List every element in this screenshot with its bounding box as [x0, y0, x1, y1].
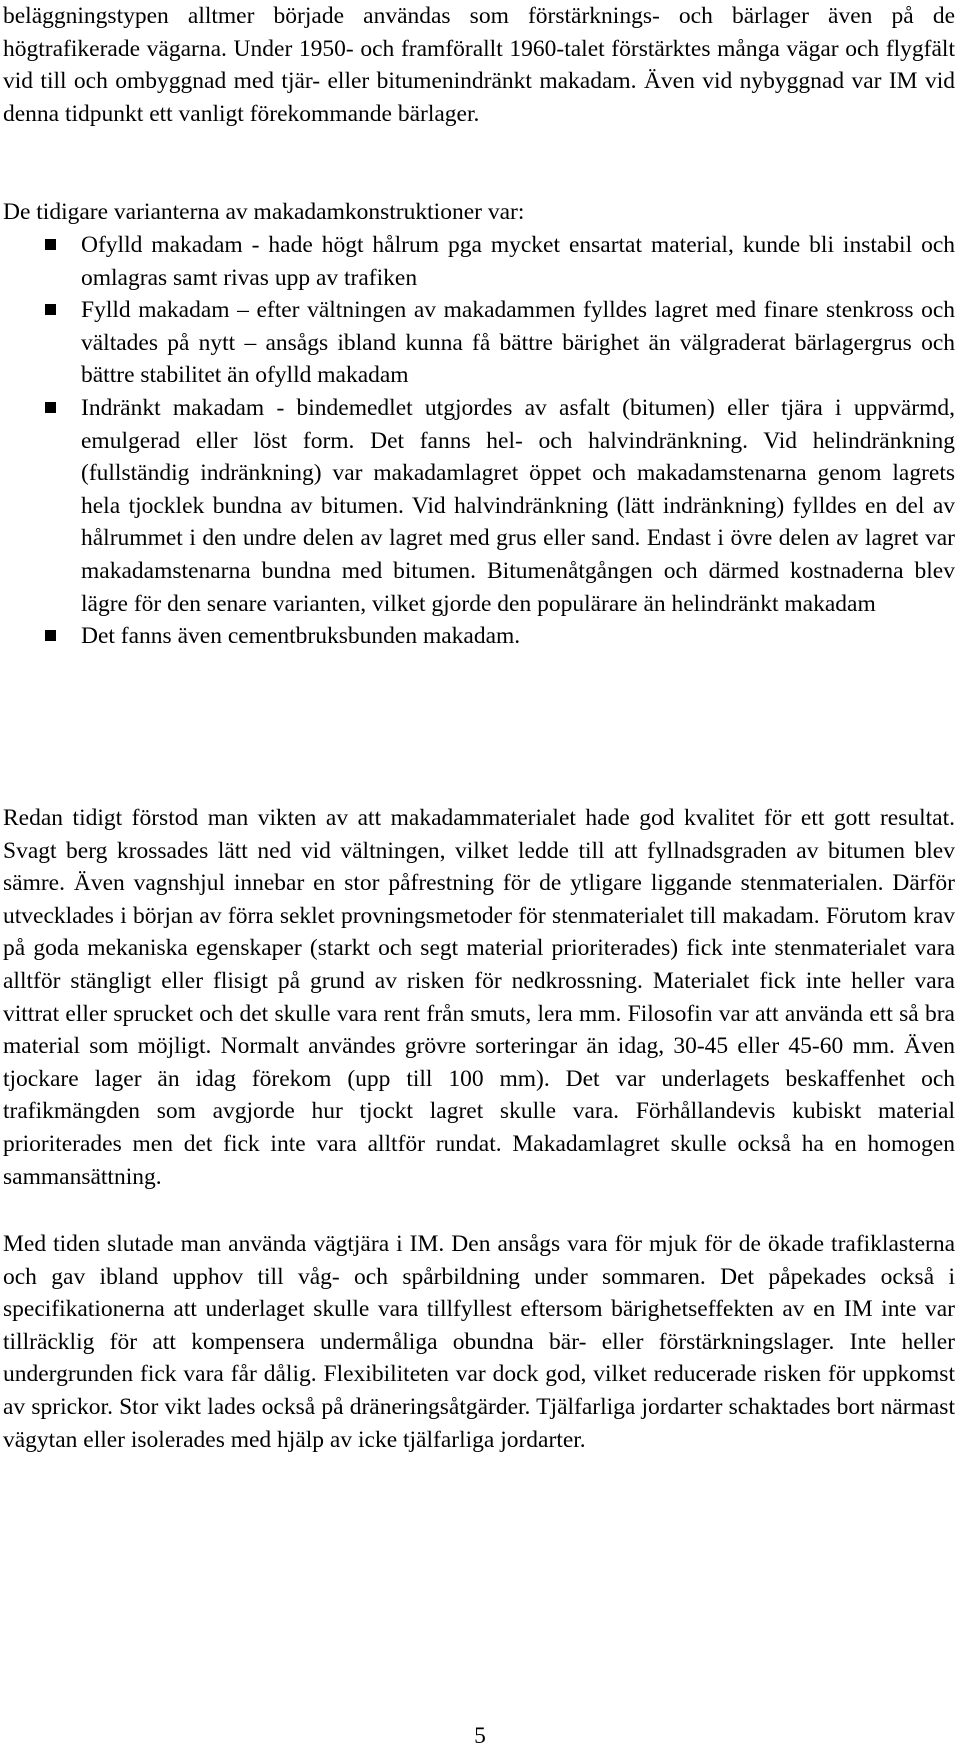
list-item	[3, 294, 955, 392]
list-item-text: Indränkt makadam - bindemedlet utgjordes av asfalt (bitumen) eller tjära i uppvärmd, emulgerad eller löst form. Det fanns hel- och halvindränkning. Vid helindränkning (fullständig indränkning) var makadamlagret öppet och makadamstenarna genom lagrets hela tjocklek bundna av bitumen. Vid halvindränkning (lätt indränkning) fylldes en del av hålrummet i den undre delen av lagret med grus eller sand. Endast i övre delen av lagret var makadamstenarna bundna med bitumen. Bitumenåtgången och därmed kostnaderna blev lägre för den senare varianten, vilket gjorde den populärare än helindränkt makadam	[81, 394, 955, 617]
list-item-text: Ofylld makadam - hade högt hålrum pga mycket ensartat material, kunde bli instabil och omlagras samt rivas upp av trafiken	[81, 232, 955, 291]
page-number: 5	[474, 1723, 486, 1749]
paragraph-quality: Redan tidigt förstod man vikten av att makadammaterialet hade god kvalitet för ett gott resultat. Svagt berg krossades lätt ned vid vältningen, vilket ledde till att fyllnadsgraden av bitumen blev sämre. Även vagnshjul innebar en stor påfrestning för de ytligare liggande stenmaterialen. Därför utvecklades i början av förra seklet provningsmetoder för stenmaterialet till makadam. Förutom krav på goda mekaniska egenskaper (starkt och segt material prioriterades) fick inte stenmaterialet vara alltför stängligt eller flisigt på grund av risken för nedkrossning. Materialet fick inte heller vara vittrat eller sprucket och det skulle vara rent från smuts, lera mm. Filosofin var att använda ett så bra material som möjligt. Normalt användes grövre sorteringar än idag, 30-45 eller 45-60 mm. Även tjockare lager än idag förekom (upp till 100 mm). Det var underlagets beskaffenhet och trafikmängden som avgjorde hur tjockt lagret skulle vara. Förhållandevis kubiskt material prioriterades men det fick inte vara alltför rundat. Makadamlagret skulle också ha en homogen sammansättning.	[3, 805, 955, 1190]
paragraph-intro: beläggningstypen alltmer började användas som förstärknings- och bärlager även på de högtrafikerade vägarna. Under 1950- och framförallt 1960-talet förstärktes många vägar och flygfält vid till och ombyggnad med tjär- eller bitumenindränkt makadam. Även vid nybyggnad var IM vid denna tidpunkt ett vanligt förekommande bärlager.	[3, 3, 955, 127]
square-bullet-icon	[45, 304, 56, 315]
paragraph-tar: Med tiden slutade man använda vägtjära i IM. Den ansågs vara för mjuk för de ökade trafiklasterna och gav ibland upphov till våg- och spårbildning under sommaren. Det påpekades också i specifikationerna att underlaget skulle vara tillfyllest eftersom bärighetseffekten av en IM inte var tillräcklig för att kompensera undermåliga obundna bär- eller förstärkningslager. Inte heller undergrunden fick vara får dålig. Flexibiliteten var dock god, vilket reducerade risken för uppkomst av sprickor. Stor vikt lades också på dräneringsåtgärder. Tjälfarliga jordarter schaktades bort närmast vägytan eller isolerades med hjälp av icke tjälfarliga jordarter.	[3, 1231, 955, 1453]
list-item	[3, 620, 955, 653]
square-bullet-icon	[45, 402, 56, 413]
list-item-text: Fylld makadam – efter vältningen av makadammen fylldes lagret med finare stenkross och vältades på nytt – ansågs ibland kunna få bättre bärighet än välgraderat bärlagergrus och bättre stabilitet än ofylld makadam	[81, 297, 955, 389]
list-item	[3, 229, 955, 294]
list-intro: De tidigare varianterna av makadamkonstruktioner var:	[3, 199, 525, 225]
bullet-list	[3, 229, 955, 653]
list-item-text: Det fanns även cementbruksbunden makadam.	[81, 623, 521, 650]
list-item	[3, 392, 955, 620]
square-bullet-icon	[45, 630, 56, 641]
square-bullet-icon	[45, 239, 56, 250]
